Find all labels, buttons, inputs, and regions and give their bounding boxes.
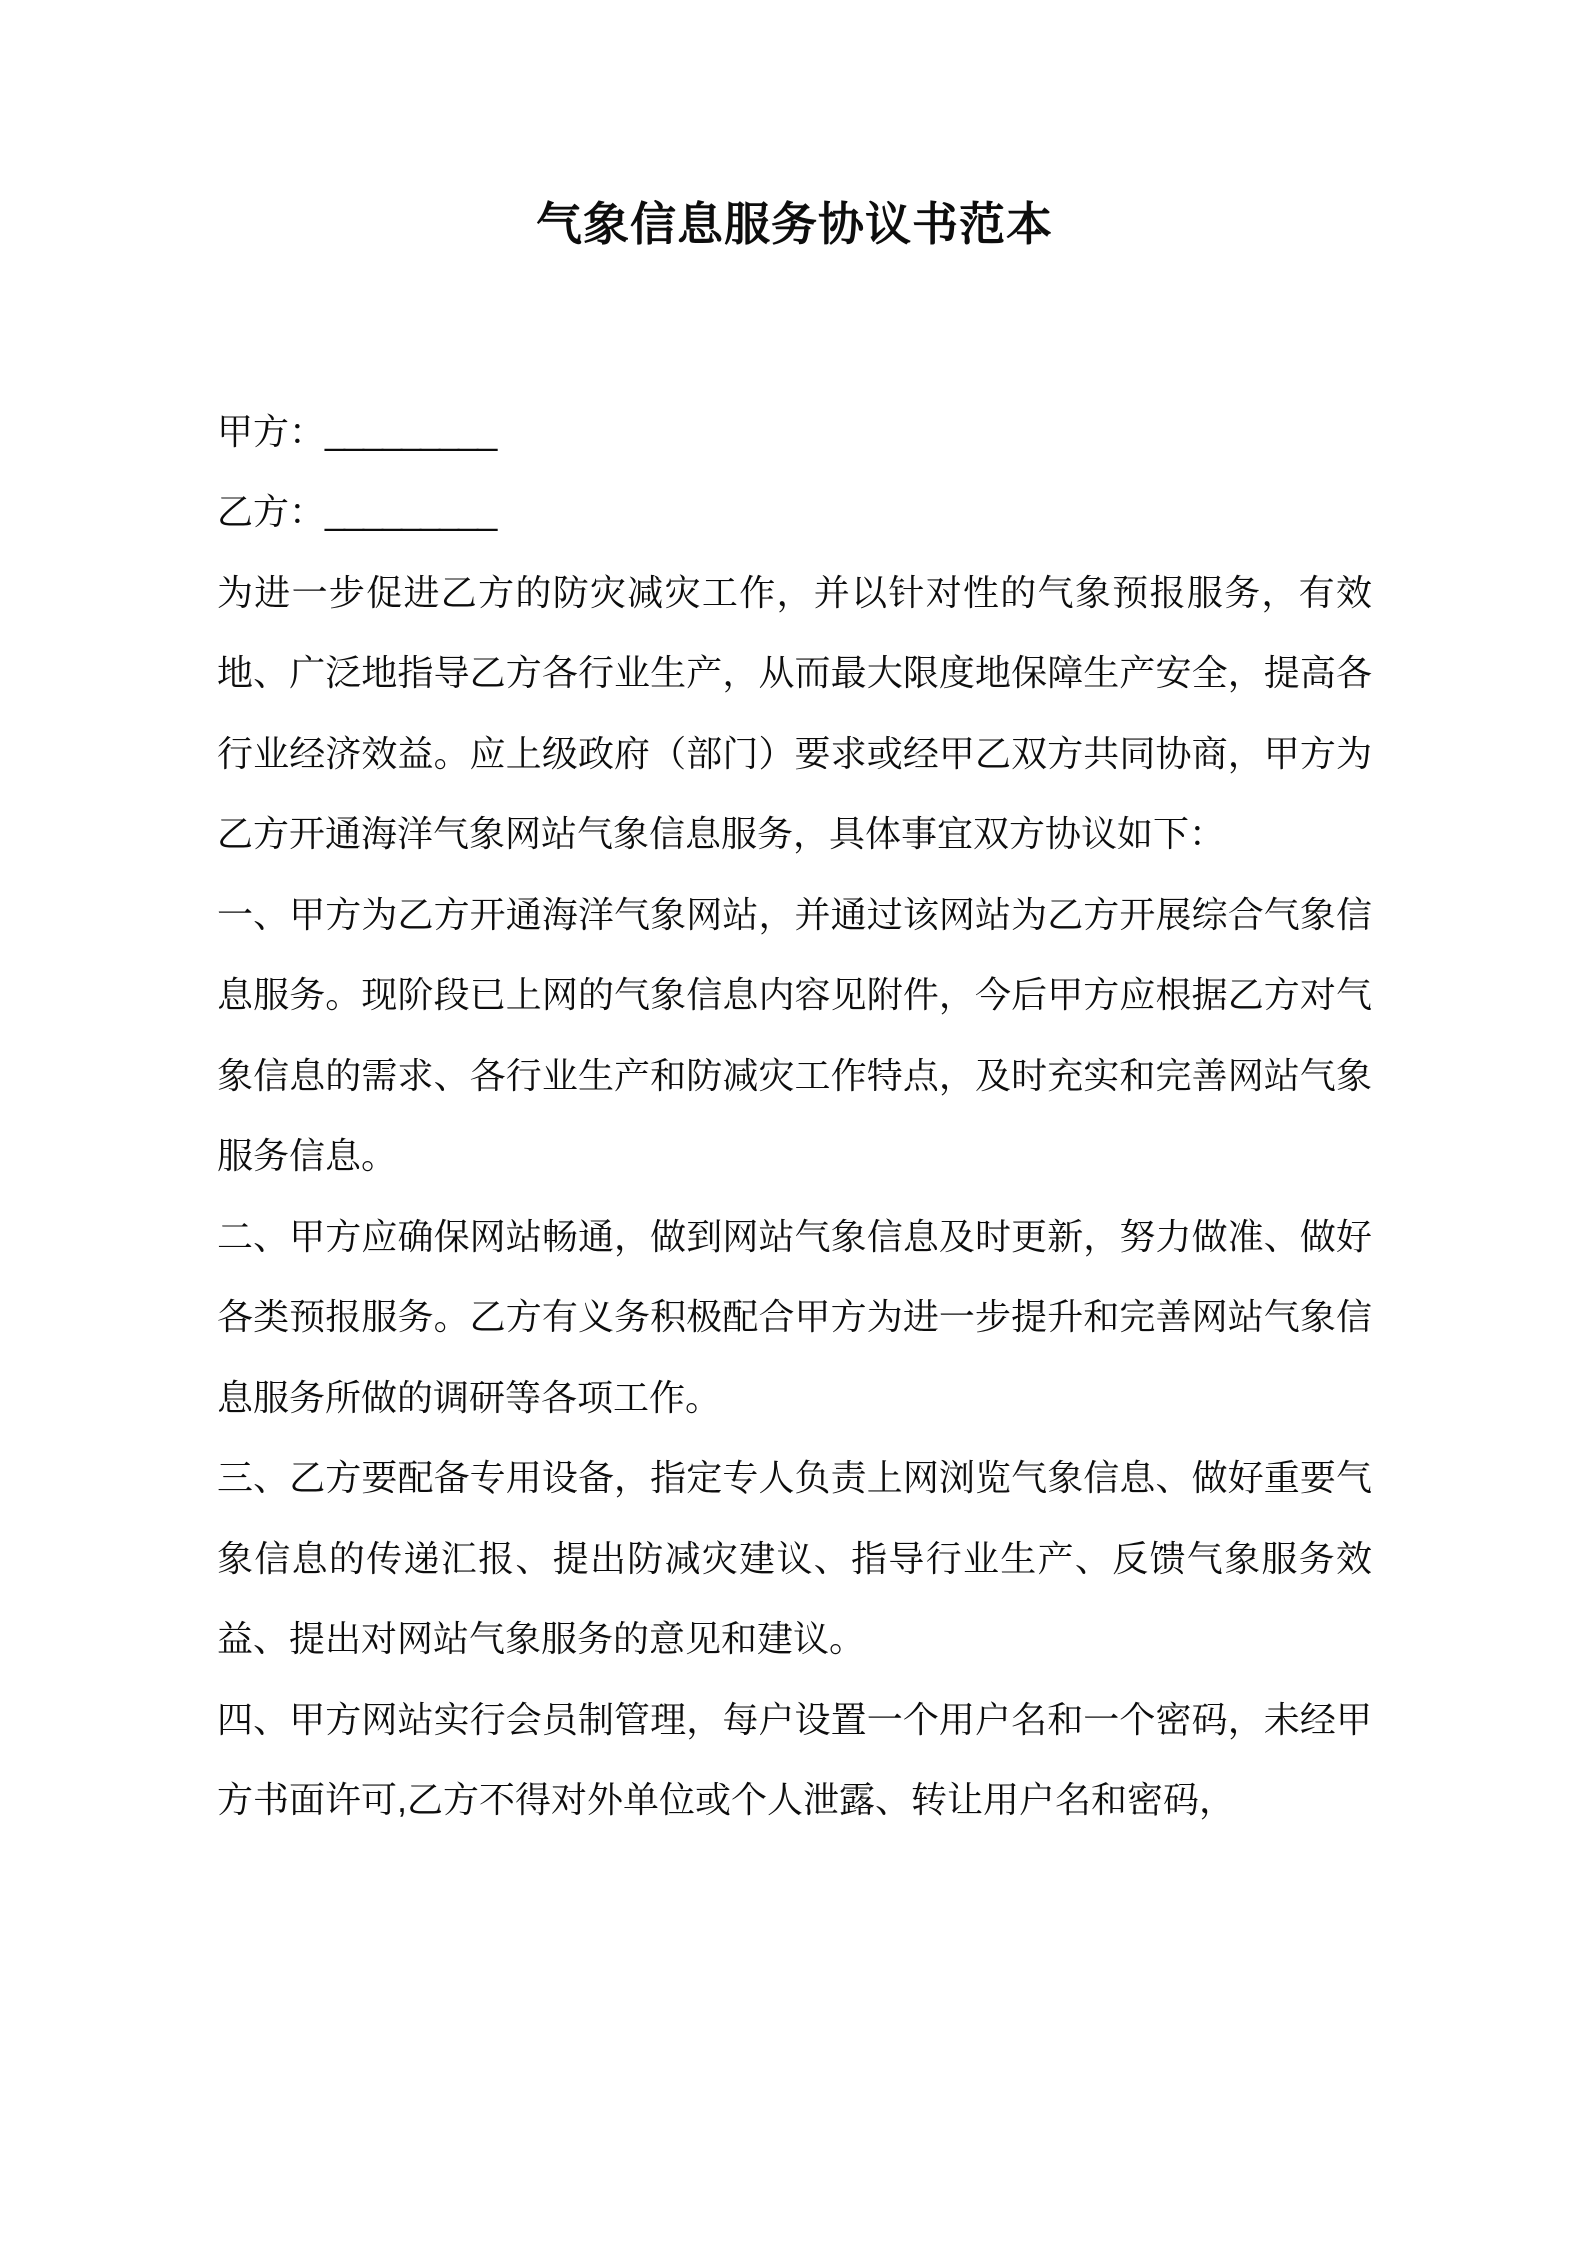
party-b-line [217,472,1372,553]
party-b-label: 乙方： [217,491,326,532]
party-a-blank: _________ [325,410,497,452]
party-a-line [217,392,1372,473]
contract-intro-paragraph: 为进一步促进乙方的防灾减灾工作，并以针对性的气象预报服务，有效地、广泛地指导乙方各行业生产，从而最大限度地保障生产安全，提高各行业经济效益。应上级政府（部门）要求或经甲乙双方共同协商，甲方为乙方开通海洋气象网站气象信息服务，具体事宜双方协议如下： [217,571,1372,854]
document-body [217,392,1372,1841]
contract-clause-1: 一、甲方为乙方开通海洋气象网站，并通过该网站为乙方开展综合气象信息服务。现阶段已上网的气象信息内容见附件，今后甲方应根据乙方对气象信息的需求、各行业生产和防减灾工作特点，及时充实和完善网站气象服务信息。 [217,893,1372,1176]
document-title: 气象信息服务协议书范本 [536,198,1053,250]
contract-clause-3: 三、乙方要配备专用设备，指定专人负责上网浏览气象信息、做好重要气象信息的传递汇报、提出防减灾建议、指导行业生产、反馈气象服务效益、提出对网站气象服务的意见和建议。 [217,1457,1372,1659]
party-b-blank: _________ [325,491,497,532]
contract-clause-4: 四、甲方网站实行会员制管理，每户设置一个用户名和一个密码，未经甲方书面许可,乙方不得对外单位或个人泄露、转让用户名和密码， [217,1698,1372,1820]
contract-clause-2: 二、甲方应确保网站畅通，做到网站气象信息及时更新，努力做准、做好各类预报服务。乙方有义务积极配合甲方为进一步提升和完善网站气象信息服务所做的调研等各项工作。 [217,1215,1372,1418]
party-a-label: 甲方： [217,410,326,452]
